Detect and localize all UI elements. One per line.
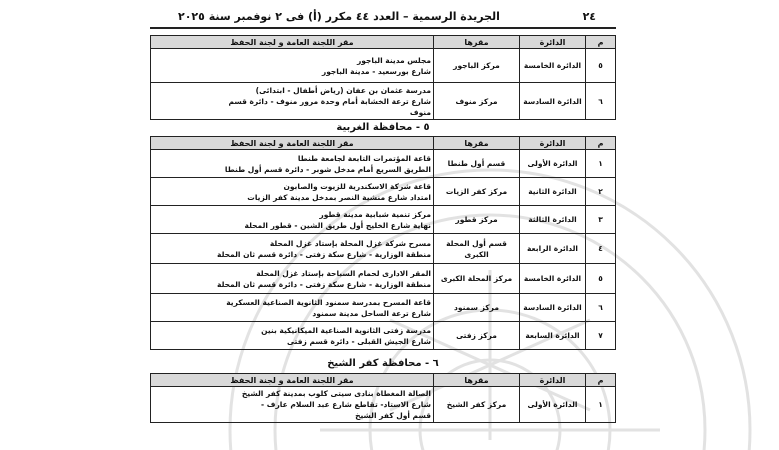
row-district: الدائرة السابعة <box>520 322 586 350</box>
row-seat: قسم أول طنطا <box>434 150 520 178</box>
row-num: ٦ <box>586 83 616 120</box>
row-district: الدائرة الأولى <box>520 387 586 423</box>
col-header-committee: مقر اللجنة العامة و لجنة الحفظ <box>151 36 434 49</box>
header-rule <box>150 27 616 29</box>
row-committee: مسرح شركة غزل المحلة بإستاد غزل المحلة منطقة الوزارية - شارع سكة زفتى - دائرة قسم ثان المحلة <box>151 234 434 264</box>
row-committee: مدرسة زفتى الثانوية الصناعية الميكانيكية بنين شارع الجيش القبلى - دائرة قسم زفتى <box>151 322 434 350</box>
table-header-row <box>151 36 616 49</box>
col-header-seat: مقرها <box>434 374 520 387</box>
gazette-title: الجريدة الرسمية – العدد ٤٤ مكرر (أ) فى ٢ نوفمبر سنة ٢٠٢٥ <box>178 9 500 23</box>
row-num: ٧ <box>586 322 616 350</box>
row-seat: مركز كفر الشيخ <box>434 387 520 423</box>
table-row <box>151 83 616 120</box>
row-committee: قاعة المؤتمرات التابعة لجامعة طنطا الطريق السريع أمام مدخل شوبر - دائرة قسم أول طنطا <box>151 150 434 178</box>
committees-table-gharbia <box>150 136 616 350</box>
row-num: ٣ <box>586 206 616 234</box>
table-header-row <box>151 374 616 387</box>
col-header-num: م <box>586 36 616 49</box>
row-district: الدائرة الأولى <box>520 150 586 178</box>
row-seat: قسم أول المحلة الكبرى <box>434 234 520 264</box>
row-seat: مركز المحلة الكبرى <box>434 264 520 294</box>
table-row <box>151 387 616 423</box>
row-district: الدائرة الخامسة <box>520 49 586 83</box>
row-num: ٦ <box>586 294 616 322</box>
table-header-row <box>151 137 616 150</box>
row-seat: مركز كفر الزيات <box>434 178 520 206</box>
table-row <box>151 49 616 83</box>
row-num: ٤ <box>586 234 616 264</box>
col-header-num: م <box>586 137 616 150</box>
row-committee: مركز تنمية شبابية مدينة قطور نهاية شارع الخليج أول طريق الشين - قطور المحلة <box>151 206 434 234</box>
row-committee: مجلس مدينة الباجور شارع بورسعيد - مدينة الباجور <box>151 49 434 83</box>
col-header-district: الدائرة <box>520 374 586 387</box>
col-header-committee: مقر اللجنة العامة و لجنة الحفظ <box>151 137 434 150</box>
row-seat: مركز قطور <box>434 206 520 234</box>
row-district: الدائرة الخامسة <box>520 264 586 294</box>
col-header-district: الدائرة <box>520 36 586 49</box>
row-seat: مركز منوف <box>434 83 520 120</box>
page-header <box>178 8 596 24</box>
table-row <box>151 234 616 264</box>
row-seat: مركز زفتى <box>434 322 520 350</box>
section-title-gharbia: ٥ - محافظة الغربية <box>336 122 430 133</box>
table-row <box>151 178 616 206</box>
table-row <box>151 264 616 294</box>
col-header-seat: مقرها <box>434 137 520 150</box>
row-num: ١ <box>586 150 616 178</box>
row-num: ١ <box>586 387 616 423</box>
table-row <box>151 206 616 234</box>
col-header-committee: مقر اللجنة العامة و لجنة الحفظ <box>151 374 434 387</box>
committees-table-menoufia <box>150 35 616 120</box>
row-district: الدائرة الرابعة <box>520 234 586 264</box>
section-title-kafr-el-sheikh: ٦ - محافظة كفر الشيخ <box>327 358 439 369</box>
row-committee: الصالة المغطاة بنادى سيتى كلوب بمدينة كفر الشيخ شارع الاستاد- تقاطع شارع عبد السلام عارف - قسم أول كفر الشيخ <box>151 387 434 423</box>
row-committee: قاعة شركة الاسكندرية للزيوت والصابون امتداد شارع منشية النصر بمدخل مدينة كفر الزيات <box>151 178 434 206</box>
table-row <box>151 294 616 322</box>
row-seat: مركز سمنود <box>434 294 520 322</box>
col-header-num: م <box>586 374 616 387</box>
row-committee: قاعة المسرح بمدرسة سمنود الثانوية الصناعية العسكرية شارع ترعة الساحل مدينة سمنود <box>151 294 434 322</box>
row-seat: مركز الباجور <box>434 49 520 83</box>
page-number: ٢٤ <box>582 9 596 23</box>
row-num: ٥ <box>586 49 616 83</box>
committees-table-kafr-el-sheikh <box>150 373 616 423</box>
row-num: ٥ <box>586 264 616 294</box>
table-row <box>151 150 616 178</box>
row-committee: المقر الادارى لحمام السباحة بإستاد غزل المحلة منطقة الوزارية - شارع سكة زفتى - دائرة قسم ثان المحلة <box>151 264 434 294</box>
row-district: الدائرة السادسة <box>520 294 586 322</box>
row-num: ٢ <box>586 178 616 206</box>
row-district: الدائرة الثانية <box>520 178 586 206</box>
col-header-district: الدائرة <box>520 137 586 150</box>
col-header-seat: مقرها <box>434 36 520 49</box>
row-committee: مدرسة عثمان بن عفان (رياض أطفال - ابتدائى) شارع ترعة الخشابة أمام وحدة مرور منوف - دائرة قسم منوف <box>151 83 434 120</box>
row-district: الدائرة السادسة <box>520 83 586 120</box>
table-row <box>151 322 616 350</box>
row-district: الدائرة الثالثة <box>520 206 586 234</box>
